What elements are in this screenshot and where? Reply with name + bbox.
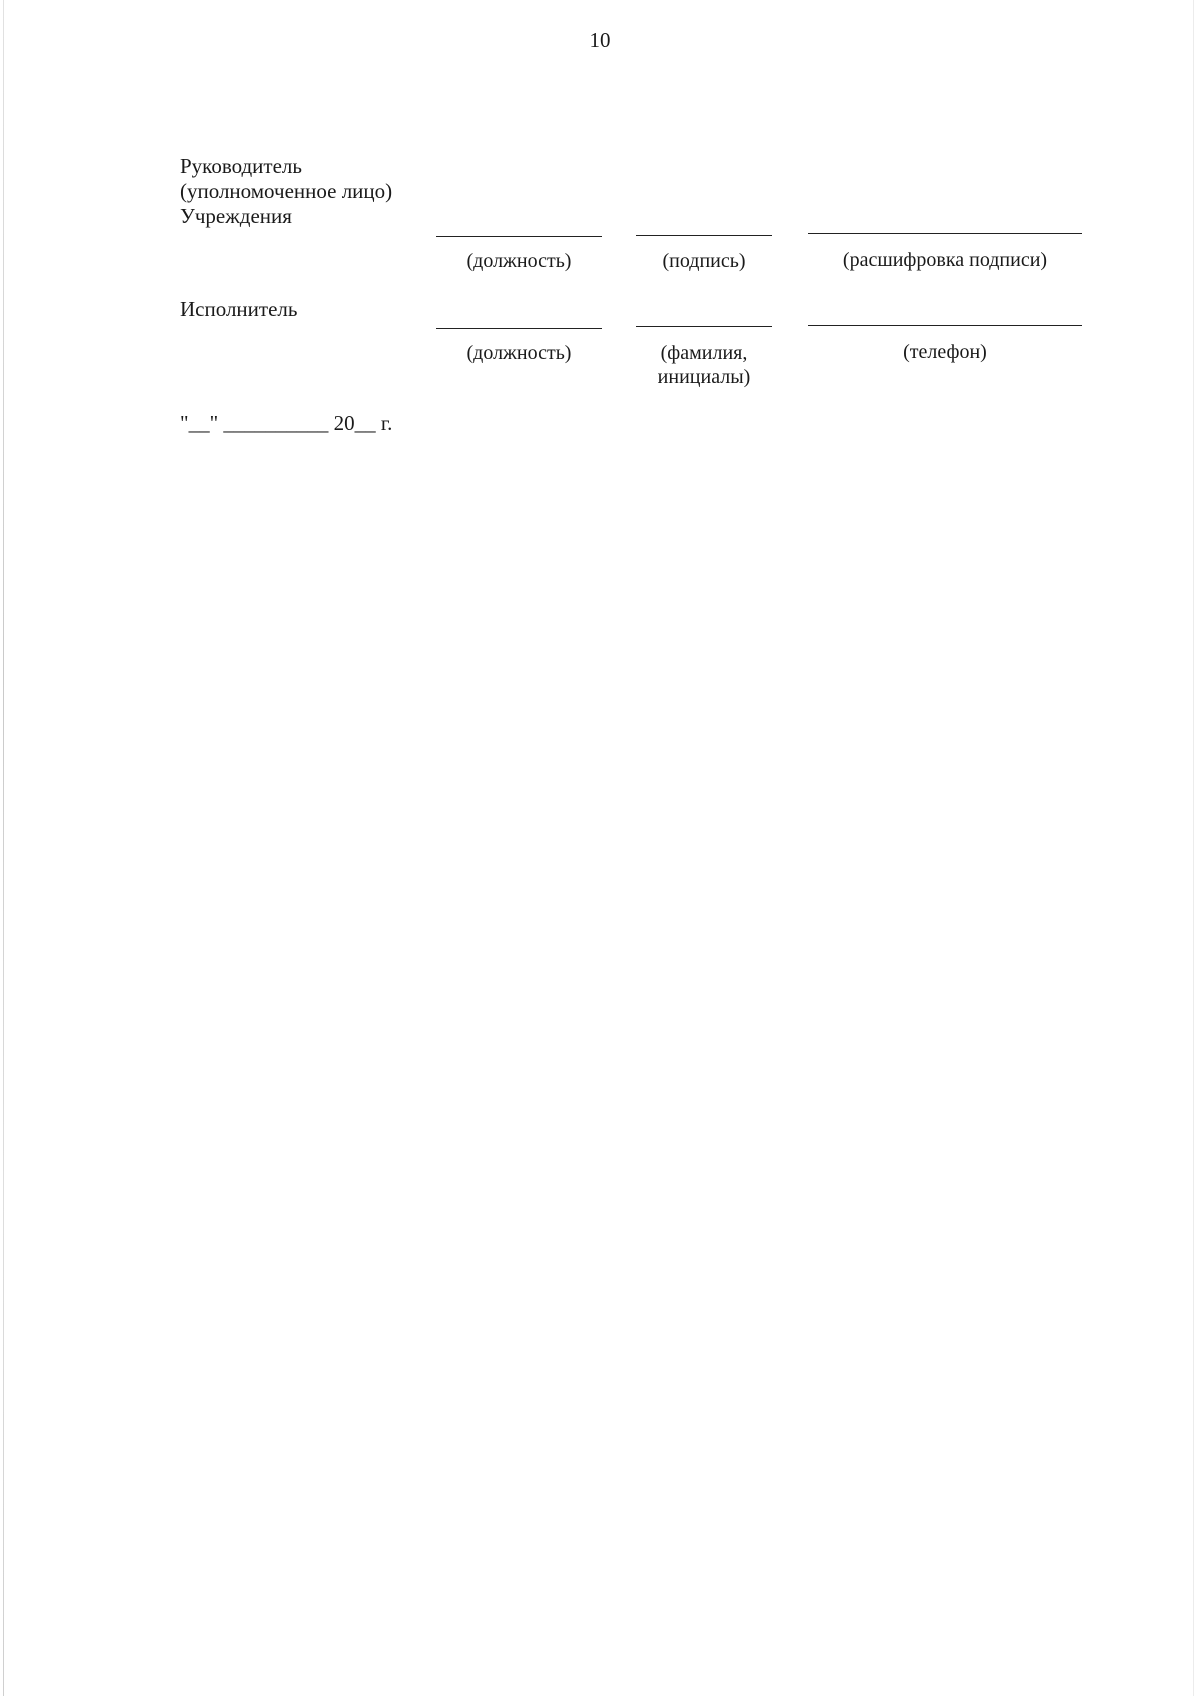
- page-right-edge: [1193, 0, 1194, 1696]
- head-signature-decoding-caption: (расшифровка подписи): [842, 249, 1048, 271]
- executor-name-caption-line-1: (фамилия,: [660, 342, 748, 364]
- head-title-line-1: Руководитель: [180, 154, 302, 178]
- executor-position-caption: (должность): [466, 342, 572, 364]
- head-position-line[interactable]: [436, 236, 602, 237]
- head-signature-line[interactable]: [636, 235, 772, 236]
- executor-position-line[interactable]: [436, 328, 602, 329]
- executor-phone-caption: (телефон): [903, 341, 987, 363]
- head-signature-caption: (подпись): [662, 250, 746, 272]
- page-left-edge: [3, 0, 4, 1696]
- executor-name-caption-line-2: инициалы): [657, 366, 751, 388]
- executor-name-line[interactable]: [636, 326, 772, 327]
- head-title-line-2: (уполномоченное лицо): [180, 179, 393, 203]
- head-title-line-3: Учреждения: [180, 204, 292, 228]
- page-number: 10: [589, 28, 611, 52]
- head-signature-decoding-line[interactable]: [808, 233, 1082, 234]
- head-position-caption: (должность): [466, 250, 572, 272]
- date-line[interactable]: "__" __________ 20__ г.: [180, 411, 393, 435]
- executor-title: Исполнитель: [180, 297, 298, 321]
- executor-phone-line[interactable]: [808, 325, 1082, 326]
